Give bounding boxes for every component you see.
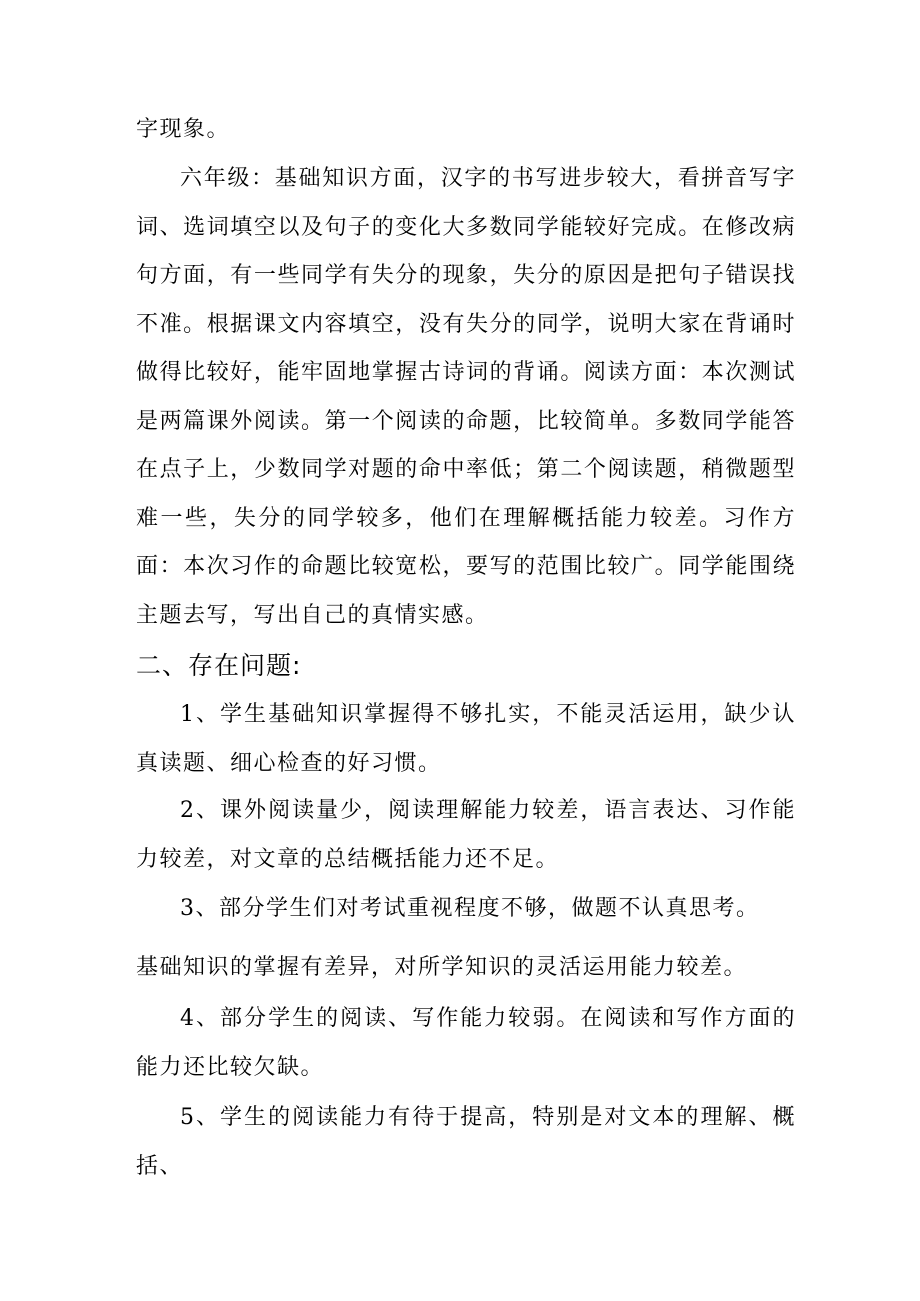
problem-item-3: 3、部分学生们对考试重视程度不够，做题不认真思考。	[180, 896, 760, 921]
intro-fragment: 字现象。	[136, 117, 231, 142]
section-heading-problems: 二、存在问题:	[136, 651, 302, 680]
problem-item-4: 4、部分学生的阅读、写作能力较弱。在阅读和写作方面的能力还比较欠缺。	[136, 1006, 796, 1080]
problem-item-3-continuation: 基础知识的掌握有差异，对所学知识的灵活运用能力较差。	[136, 955, 748, 980]
problem-item-5: 5、学生的阅读能力有待于提高，特别是对文本的理解、概括、	[136, 1105, 796, 1179]
grade-six-paragraph: 六年级：基础知识方面，汉字的书写进步较大，看拼音写字词、选词填空以及句子的变化大多数同学能较好完成。在修改病句方面，有一些同学有失分的现象，失分的原因是把句子错误找不准。根据课文内容填空，没有失分的同学，说明大家在背诵时做得比较好，能牢固地掌握古诗词的背诵。阅读方面：本次测试是两篇课外阅读。第一个阅读的命题，比较简单。多数同学能答在点子上，少数同学对题的命中率低；第二个阅读题，稍微题型难一些，失分的同学较多，他们在理解概括能力较差。习作方面：本次习作的命题比较宽松，要写的范围比较广。同学能围绕主题去写，写出自己的真情实感。	[136, 166, 796, 628]
problem-item-2: 2、课外阅读量少，阅读理解能力较差，语言表达、习作能力较差，对文章的总结概括能力还不足。	[136, 798, 796, 872]
problem-item-1: 1、学生基础知识掌握得不够扎实，不能灵活运用，缺少认真读题、细心检查的好习惯。	[136, 702, 796, 776]
